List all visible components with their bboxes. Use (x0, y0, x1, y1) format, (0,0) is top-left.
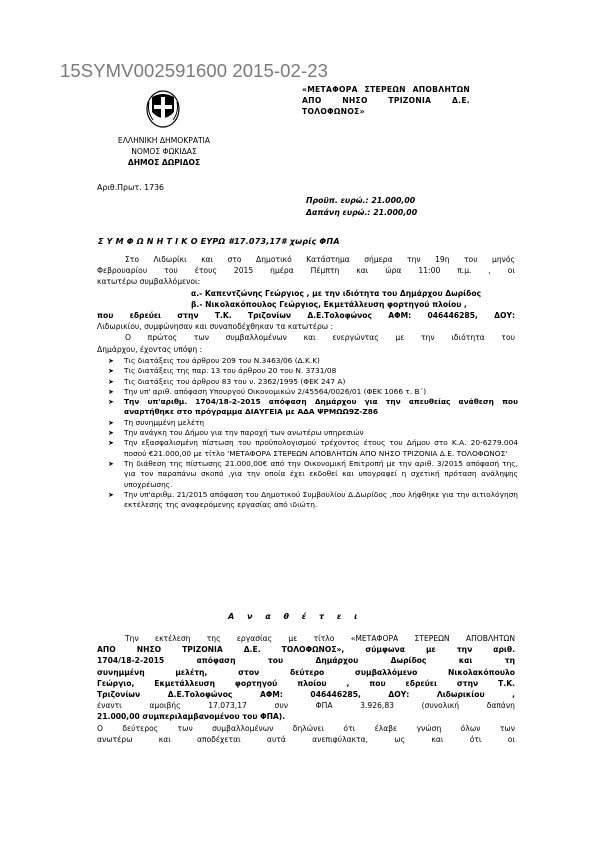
arrow-bullet-icon: ➤ (108, 398, 114, 407)
text-line: Ο δεύτερος των συμβαλλομένων δηλώνει ότι έλαβε γνώση όλων των (97, 723, 515, 733)
list-item: ➤ Τις διατάξεις του άρθρου 209 του Ν.3463/06 (Δ.Κ.Κ) (108, 356, 320, 365)
text-line: Ο πρώτος των συμβαλλομένων και ενεργώντας με την ιδιότητα του (125, 333, 515, 343)
text-line: κατωτέρω συμβαλλόμενοι: (97, 277, 201, 287)
arrow-bullet-icon: ➤ (108, 387, 114, 396)
list-item: ➤ Την ανάγκη του Δήμου για την παροχή των ανωτέρω υπηρεσιών (108, 428, 364, 438)
subject-line: ΑΠΟ ΝΗΣΟ ΤΡΙΖΟΝΙΑ Δ.Ε. (302, 96, 470, 105)
considerations-list (108, 356, 518, 510)
arrow-bullet-icon: ➤ (108, 439, 114, 448)
subject-line: ΤΟΛΟΦΩΝΟΣ» (302, 107, 365, 116)
list-item: ➤ Τη συνημμένη μελέτη (108, 417, 205, 427)
document-stamp: 15SYMV002591600 2015-02-23 (60, 60, 328, 81)
text-line: Γεώργιο, Εκμετάλλευση φορτηγού πλοίου , που εδρεύει στην Τ.Κ. (97, 678, 515, 688)
protocol-number: Αριθ.Πρωτ. 1736 (97, 183, 165, 192)
list-item: ➤ Τις διατάξεις της παρ. 13 του άρθρου 20 του Ν. 3731/08 (108, 366, 337, 376)
text-line: 21.000,00 συμπεριλαμβανομένου του ΦΠΑ). (97, 712, 286, 722)
text-line: Την εκτέλεση της εργασίας με τίτλο «ΜΕΤΑΦΟΡΑ ΣΤΕΡΕΩΝ ΑΠΟΒΛΗΤΩΝ (125, 634, 515, 643)
subject-line: «ΜΕΤΑΦΟΡΑ ΣΤΕΡΕΩΝ ΑΠΟΒΛΗΤΩΝ (302, 85, 470, 94)
list-item: ➤ Τις διατάξεις του άρθρου 83 του ν. 2362/1995 (ΦΕΚ 247 Α) (108, 376, 346, 386)
arrow-bullet-icon: ➤ (108, 367, 114, 376)
list-item: ➤ Την υπ' αριθ. απόφαση Υπουργού Οικονομικών 2/45564/0026/01 (ΦΕΚ 1066 τ. Β΄) (108, 386, 427, 396)
text-line: Λιδωρικίου, συμφώνησαν και συναποδέχθηκαν τα κατωτέρω : (97, 322, 334, 332)
party-a: α.- Καπεντζώνης Γεώργιος , με την ιδιότητα του Δημάρχου Δωρίδος (191, 288, 482, 298)
text-line: Τριζονίων Δ.Ε.Τολοφώνος ΑΦΜ: 046446285, ΔΟΥ: Λιδωρικίου , (97, 690, 515, 700)
coat-of-arms-emblem (146, 90, 180, 128)
text-line: Φεβρουαρίου του έτους 2015 ημέρα Πέμπτη και ώρα 11:00 π.μ. , οι (97, 266, 515, 276)
party-b-address: που εδρεύει στην Τ.Κ. Τριζονίων Δ.Ε.Τολοφώνος ΑΦΜ: 046446285, ΔΟΥ: (97, 311, 515, 321)
text-line: 1704/18-2-2015 απόφαση του Δημάρχου Δωρίδος και τη (97, 656, 515, 666)
intro-paragraph (97, 254, 515, 355)
contract-title: Σ Υ Μ Φ Ω Ν Η Τ Ι Κ Ο ΕΥΡΩ #17.073,17# χωρίς ΦΠΑ (98, 237, 340, 246)
text-line: Δημάρχου, έχοντας υπόψη : (97, 344, 203, 354)
party-b: β.- Νικολακόπουλος Γεώργιος, Εκμετάλλευση φορτηγού πλοίου , (191, 299, 467, 309)
arrow-bullet-icon: ➤ (108, 490, 114, 499)
assign-heading: Α ν α θ έ τ ε ι (228, 612, 363, 621)
arrow-bullet-icon: ➤ (108, 459, 114, 468)
arrow-bullet-icon: ➤ (108, 418, 114, 427)
text-line: ανωτέρω και αποδέχεται αυτά ανεπιφύλακτα, ως και ότι οι (97, 734, 515, 744)
arrow-bullet-icon: ➤ (108, 357, 114, 365)
text-line: ΑΠΟ ΝΗΣΟ ΤΡΙΖΟΝΙΑ Δ.Ε. ΤΟΛΟΦΩΝΟΣ», σύμφωνα με την αριθ. (97, 645, 515, 655)
text-line: Στο Λιδωρίκι και στο Δημοτικό Κατάστημα σήμερα την 19η του μηνός (125, 255, 515, 264)
list-item: ➤ Την υπ'αριθμ. 21/2015 απόφαση του Δημοτικού Συμβουλίου Δ.Δωρίδος ,που λήφθηκε για την αιτιολόγηση εκτέλεσης της αναφερόμενης εργασίας από ιδιώτη. (108, 489, 518, 510)
arrow-bullet-icon: ➤ (108, 429, 114, 438)
header-municipality: ΔΗΜΟΣ ΔΩΡΙΔΟΣ (127, 158, 201, 167)
list-item: ➤ Την υπ'αριθμ. 1704/18-2-2015 απόφαση Δημάρχου για την απευθείας ανάθεση που αναρτήθηκε στο πρόγραμμα ΔΙΑΥΓΕΙΑ με ΑΔΑ ΨΡΜΩΩ9Ζ-Ζ86 (108, 397, 518, 417)
text-line: συνημμένη μελέτη, στον δεύτερο συμβαλλόμενο Νικολακόπουλο (97, 667, 515, 677)
list-item: ➤ Τη διάθεση της πίστωσης 21.000,00€ από την Οικονομική Επιτροπή με την αριθ. 3/2015 απόφασή της, για τον παραπάνω σκοπό ,για την οποία έχει εκδοθεί και υπογραφεί η σχετική πρόταση ανάληψης υποχρέωσης. (108, 458, 518, 489)
assignment-paragraph (97, 633, 515, 745)
header-country: ΕΛΛΗΝΙΚΗ ΔΗΜΟΚΡΑΤΙΑ (117, 136, 211, 145)
subject-block (302, 84, 470, 117)
expense-line: Δαπάνη ευρώ.: 21.000,00 (306, 208, 418, 217)
text-line: έναντι αμοιβής 17.073,17 συν ΦΠΑ 3.926,83 (συνολική δαπάνη (97, 701, 515, 711)
header-prefecture: ΝΟΜΟΣ ΦΩΚΙΔΑΣ (131, 147, 197, 156)
budget-line: Προϋπ. ευρώ.: 21.000,00 (306, 196, 416, 205)
list-item: ➤ Την εξασφαλισμένη πίστωση του προϋπολογισμού τρέχοντος έτους του Δήμου στο Κ.Α. 20-6279.004 ποσού €21.000,00 με τίτλο 'ΜΕΤΑΦΟΡΑ ΣΤΕΡΕΩΝ ΑΠΟΒΛΗΤΩΝ ΑΠΟ ΝΗΣΟ ΤΡΙΖΟΝΙΑ Δ.Ε. ΤΟΛΟΦΩΝΟΣ' (108, 438, 518, 458)
arrow-bullet-icon: ➤ (108, 377, 114, 386)
